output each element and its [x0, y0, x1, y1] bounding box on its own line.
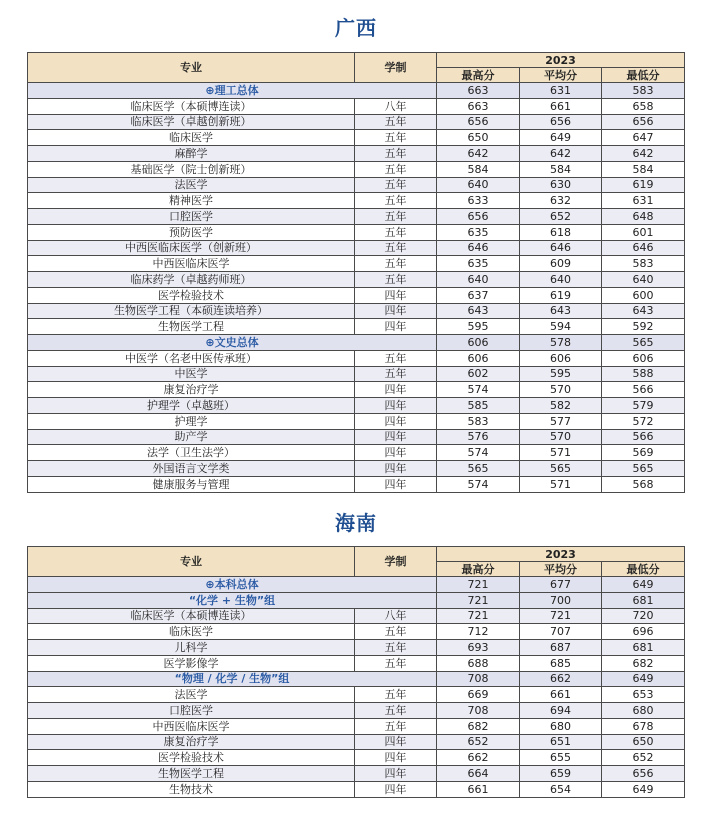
duration-cell: 四年 [355, 382, 437, 398]
min-score-cell: 584 [602, 162, 685, 178]
table-row [28, 398, 685, 414]
avg-score-cell: 694 [520, 703, 602, 719]
min-score-cell: 696 [602, 624, 685, 640]
min-score-cell: 640 [602, 272, 685, 288]
min-score-cell: 566 [602, 430, 685, 446]
major-cell: 康复治疗学 [28, 382, 355, 398]
major-cell: 生物医学工程 [28, 319, 355, 335]
max-score-cell: 574 [437, 382, 520, 398]
min-score-cell: 588 [602, 367, 685, 383]
min-score-cell: 682 [602, 656, 685, 672]
header-year: 2023 [437, 53, 685, 68]
duration-cell: 五年 [355, 225, 437, 241]
min-score-cell: 592 [602, 319, 685, 335]
min-score-cell: 681 [602, 593, 685, 609]
header-min-score: 最低分 [602, 562, 685, 577]
min-score-cell: 648 [602, 209, 685, 225]
max-score-cell: 640 [437, 178, 520, 194]
max-score-cell: 662 [437, 750, 520, 766]
summary-label: “化学 + 生物”组 [28, 593, 437, 609]
avg-score-cell: 584 [520, 162, 602, 178]
max-score-cell: 635 [437, 256, 520, 272]
avg-score-cell: 642 [520, 146, 602, 162]
max-score-cell: 663 [437, 99, 520, 115]
major-cell: 中西医临床医学 [28, 256, 355, 272]
duration-cell: 五年 [355, 687, 437, 703]
avg-score-cell: 571 [520, 445, 602, 461]
min-score-cell: 568 [602, 477, 685, 493]
max-score-cell: 712 [437, 624, 520, 640]
min-score-cell: 572 [602, 414, 685, 430]
table-row [28, 351, 685, 367]
table-header [28, 53, 685, 83]
major-cell: 护理学 [28, 414, 355, 430]
max-score-cell: 642 [437, 146, 520, 162]
min-score-cell: 720 [602, 609, 685, 625]
max-score-cell: 574 [437, 477, 520, 493]
duration-cell: 四年 [355, 304, 437, 320]
avg-score-cell: 595 [520, 367, 602, 383]
major-cell: 预防医学 [28, 225, 355, 241]
summary-row [28, 593, 685, 609]
table-row [28, 256, 685, 272]
major-cell: 康复治疗学 [28, 735, 355, 751]
avg-score-cell: 655 [520, 750, 602, 766]
summary-label: ⊕文史总体 [28, 335, 437, 351]
max-score-cell: 643 [437, 304, 520, 320]
min-score-cell: 565 [602, 461, 685, 477]
avg-score-cell: 578 [520, 335, 602, 351]
duration-cell: 五年 [355, 640, 437, 656]
major-cell: 麻醉学 [28, 146, 355, 162]
avg-score-cell: 582 [520, 398, 602, 414]
max-score-cell: 595 [437, 319, 520, 335]
min-score-cell: 656 [602, 115, 685, 131]
min-score-cell: 649 [602, 672, 685, 688]
table-row [28, 609, 685, 625]
min-score-cell: 579 [602, 398, 685, 414]
table-body [28, 83, 685, 493]
min-score-cell: 680 [602, 703, 685, 719]
table-row [28, 735, 685, 751]
table-row [28, 288, 685, 304]
avg-score-cell: 656 [520, 115, 602, 131]
major-cell: 基础医学（院士创新班） [28, 162, 355, 178]
duration-cell: 四年 [355, 414, 437, 430]
duration-cell: 四年 [355, 477, 437, 493]
min-score-cell: 649 [602, 782, 685, 798]
max-score-cell: 565 [437, 461, 520, 477]
table-row [28, 162, 685, 178]
major-cell: 中医学（名老中医传承班） [28, 351, 355, 367]
max-score-cell: 637 [437, 288, 520, 304]
max-score-cell: 602 [437, 367, 520, 383]
summary-row [28, 335, 685, 351]
major-cell: 临床医学（本硕博连读） [28, 99, 355, 115]
major-cell: 外国语言文学类 [28, 461, 355, 477]
max-score-cell: 721 [437, 609, 520, 625]
avg-score-cell: 594 [520, 319, 602, 335]
header-avg-score: 平均分 [520, 68, 602, 83]
major-cell: 临床药学（卓越药师班） [28, 272, 355, 288]
major-cell: 生物医学工程 [28, 766, 355, 782]
table-row [28, 445, 685, 461]
min-score-cell: 569 [602, 445, 685, 461]
avg-score-cell: 643 [520, 304, 602, 320]
avg-score-cell: 677 [520, 577, 602, 593]
min-score-cell: 583 [602, 83, 685, 99]
header-major: 专业 [28, 53, 355, 83]
avg-score-cell: 707 [520, 624, 602, 640]
duration-cell: 五年 [355, 719, 437, 735]
min-score-cell: 619 [602, 178, 685, 194]
section-title: 海南 [335, 511, 377, 535]
duration-cell: 四年 [355, 461, 437, 477]
max-score-cell: 584 [437, 162, 520, 178]
avg-score-cell: 652 [520, 209, 602, 225]
duration-cell: 四年 [355, 288, 437, 304]
table-row [28, 687, 685, 703]
max-score-cell: 650 [437, 130, 520, 146]
avg-score-cell: 570 [520, 430, 602, 446]
avg-score-cell: 606 [520, 351, 602, 367]
max-score-cell: 661 [437, 782, 520, 798]
major-cell: 临床医学 [28, 624, 355, 640]
avg-score-cell: 651 [520, 735, 602, 751]
max-score-cell: 708 [437, 703, 520, 719]
table-row [28, 193, 685, 209]
duration-cell: 五年 [355, 656, 437, 672]
avg-score-cell: 700 [520, 593, 602, 609]
major-cell: 生物医学工程（本硕连读培养） [28, 304, 355, 320]
max-score-cell: 606 [437, 335, 520, 351]
max-score-cell: 635 [437, 225, 520, 241]
avg-score-cell: 571 [520, 477, 602, 493]
min-score-cell: 642 [602, 146, 685, 162]
avg-score-cell: 661 [520, 99, 602, 115]
major-cell: 医学检验技术 [28, 750, 355, 766]
avg-score-cell: 577 [520, 414, 602, 430]
score-table [27, 52, 685, 493]
score-table [27, 546, 685, 798]
summary-row [28, 672, 685, 688]
major-cell: 精神医学 [28, 193, 355, 209]
avg-score-cell: 630 [520, 178, 602, 194]
max-score-cell: 656 [437, 209, 520, 225]
table-row [28, 640, 685, 656]
max-score-cell: 682 [437, 719, 520, 735]
avg-score-cell: 640 [520, 272, 602, 288]
max-score-cell: 574 [437, 445, 520, 461]
max-score-cell: 576 [437, 430, 520, 446]
table-header [28, 547, 685, 577]
duration-cell: 八年 [355, 609, 437, 625]
summary-label: ⊕本科总体 [28, 577, 437, 593]
min-score-cell: 649 [602, 577, 685, 593]
avg-score-cell: 631 [520, 83, 602, 99]
duration-cell: 四年 [355, 319, 437, 335]
major-cell: 健康服务与管理 [28, 477, 355, 493]
major-cell: 临床医学（卓越创新班） [28, 115, 355, 131]
table-row [28, 477, 685, 493]
table-row [28, 624, 685, 640]
major-cell: 中西医临床医学（创新班） [28, 241, 355, 257]
header-duration: 学制 [355, 53, 437, 83]
table-row [28, 367, 685, 383]
duration-cell: 五年 [355, 162, 437, 178]
header-year: 2023 [437, 547, 685, 562]
max-score-cell: 721 [437, 577, 520, 593]
table-row [28, 703, 685, 719]
min-score-cell: 565 [602, 335, 685, 351]
section-title: 广西 [335, 16, 377, 40]
table-row [28, 782, 685, 798]
max-score-cell: 606 [437, 351, 520, 367]
table-row [28, 304, 685, 320]
table-row [28, 461, 685, 477]
duration-cell: 五年 [355, 209, 437, 225]
min-score-cell: 600 [602, 288, 685, 304]
avg-score-cell: 570 [520, 382, 602, 398]
table-row [28, 766, 685, 782]
min-score-cell: 650 [602, 735, 685, 751]
table-row [28, 319, 685, 335]
avg-score-cell: 687 [520, 640, 602, 656]
major-cell: 临床医学 [28, 130, 355, 146]
duration-cell: 四年 [355, 766, 437, 782]
duration-cell: 五年 [355, 256, 437, 272]
summary-row [28, 577, 685, 593]
header-max-score: 最高分 [437, 68, 520, 83]
major-cell: 口腔医学 [28, 209, 355, 225]
major-cell: 生物技术 [28, 782, 355, 798]
min-score-cell: 658 [602, 99, 685, 115]
table-row [28, 115, 685, 131]
table-row [28, 225, 685, 241]
avg-score-cell: 565 [520, 461, 602, 477]
major-cell: 医学影像学 [28, 656, 355, 672]
major-cell: 口腔医学 [28, 703, 355, 719]
major-cell: 护理学（卓越班） [28, 398, 355, 414]
min-score-cell: 606 [602, 351, 685, 367]
max-score-cell: 721 [437, 593, 520, 609]
major-cell: 儿科学 [28, 640, 355, 656]
min-score-cell: 647 [602, 130, 685, 146]
major-cell: 中西医临床医学 [28, 719, 355, 735]
table-row [28, 209, 685, 225]
min-score-cell: 653 [602, 687, 685, 703]
min-score-cell: 601 [602, 225, 685, 241]
avg-score-cell: 680 [520, 719, 602, 735]
max-score-cell: 688 [437, 656, 520, 672]
max-score-cell: 646 [437, 241, 520, 257]
min-score-cell: 652 [602, 750, 685, 766]
avg-score-cell: 721 [520, 609, 602, 625]
avg-score-cell: 619 [520, 288, 602, 304]
duration-cell: 四年 [355, 445, 437, 461]
table-row [28, 414, 685, 430]
summary-label: ⊕理工总体 [28, 83, 437, 99]
duration-cell: 五年 [355, 351, 437, 367]
min-score-cell: 681 [602, 640, 685, 656]
min-score-cell: 643 [602, 304, 685, 320]
max-score-cell: 669 [437, 687, 520, 703]
table-row [28, 430, 685, 446]
table-row [28, 241, 685, 257]
major-cell: 法医学 [28, 178, 355, 194]
duration-cell: 五年 [355, 178, 437, 194]
duration-cell: 五年 [355, 130, 437, 146]
avg-score-cell: 662 [520, 672, 602, 688]
summary-label: “物理 / 化学 / 生物”组 [28, 672, 437, 688]
max-score-cell: 652 [437, 735, 520, 751]
min-score-cell: 583 [602, 256, 685, 272]
max-score-cell: 663 [437, 83, 520, 99]
header-major: 专业 [28, 547, 355, 577]
table-row [28, 750, 685, 766]
min-score-cell: 566 [602, 382, 685, 398]
avg-score-cell: 659 [520, 766, 602, 782]
table-row [28, 99, 685, 115]
table-row [28, 130, 685, 146]
table-row [28, 719, 685, 735]
table-row [28, 272, 685, 288]
table-row [28, 382, 685, 398]
header-avg-score: 平均分 [520, 562, 602, 577]
max-score-cell: 585 [437, 398, 520, 414]
duration-cell: 四年 [355, 750, 437, 766]
duration-cell: 五年 [355, 624, 437, 640]
min-score-cell: 656 [602, 766, 685, 782]
duration-cell: 五年 [355, 241, 437, 257]
avg-score-cell: 654 [520, 782, 602, 798]
max-score-cell: 633 [437, 193, 520, 209]
avg-score-cell: 646 [520, 241, 602, 257]
major-cell: 法医学 [28, 687, 355, 703]
max-score-cell: 640 [437, 272, 520, 288]
table-body [28, 577, 685, 798]
max-score-cell: 693 [437, 640, 520, 656]
min-score-cell: 631 [602, 193, 685, 209]
duration-cell: 五年 [355, 115, 437, 131]
header-min-score: 最低分 [602, 68, 685, 83]
avg-score-cell: 632 [520, 193, 602, 209]
duration-cell: 四年 [355, 735, 437, 751]
major-cell: 法学（卫生法学） [28, 445, 355, 461]
header-duration: 学制 [355, 547, 437, 577]
duration-cell: 八年 [355, 99, 437, 115]
major-cell: 中医学 [28, 367, 355, 383]
duration-cell: 四年 [355, 430, 437, 446]
table-row [28, 656, 685, 672]
min-score-cell: 678 [602, 719, 685, 735]
major-cell: 医学检验技术 [28, 288, 355, 304]
table-row [28, 178, 685, 194]
avg-score-cell: 609 [520, 256, 602, 272]
max-score-cell: 708 [437, 672, 520, 688]
table-row [28, 146, 685, 162]
major-cell: 助产学 [28, 430, 355, 446]
duration-cell: 五年 [355, 193, 437, 209]
avg-score-cell: 685 [520, 656, 602, 672]
max-score-cell: 664 [437, 766, 520, 782]
duration-cell: 四年 [355, 782, 437, 798]
max-score-cell: 583 [437, 414, 520, 430]
duration-cell: 五年 [355, 272, 437, 288]
avg-score-cell: 618 [520, 225, 602, 241]
min-score-cell: 646 [602, 241, 685, 257]
duration-cell: 五年 [355, 146, 437, 162]
major-cell: 临床医学（本硕博连读） [28, 609, 355, 625]
duration-cell: 四年 [355, 398, 437, 414]
header-max-score: 最高分 [437, 562, 520, 577]
summary-row [28, 83, 685, 99]
avg-score-cell: 661 [520, 687, 602, 703]
duration-cell: 五年 [355, 703, 437, 719]
duration-cell: 五年 [355, 367, 437, 383]
avg-score-cell: 649 [520, 130, 602, 146]
max-score-cell: 656 [437, 115, 520, 131]
